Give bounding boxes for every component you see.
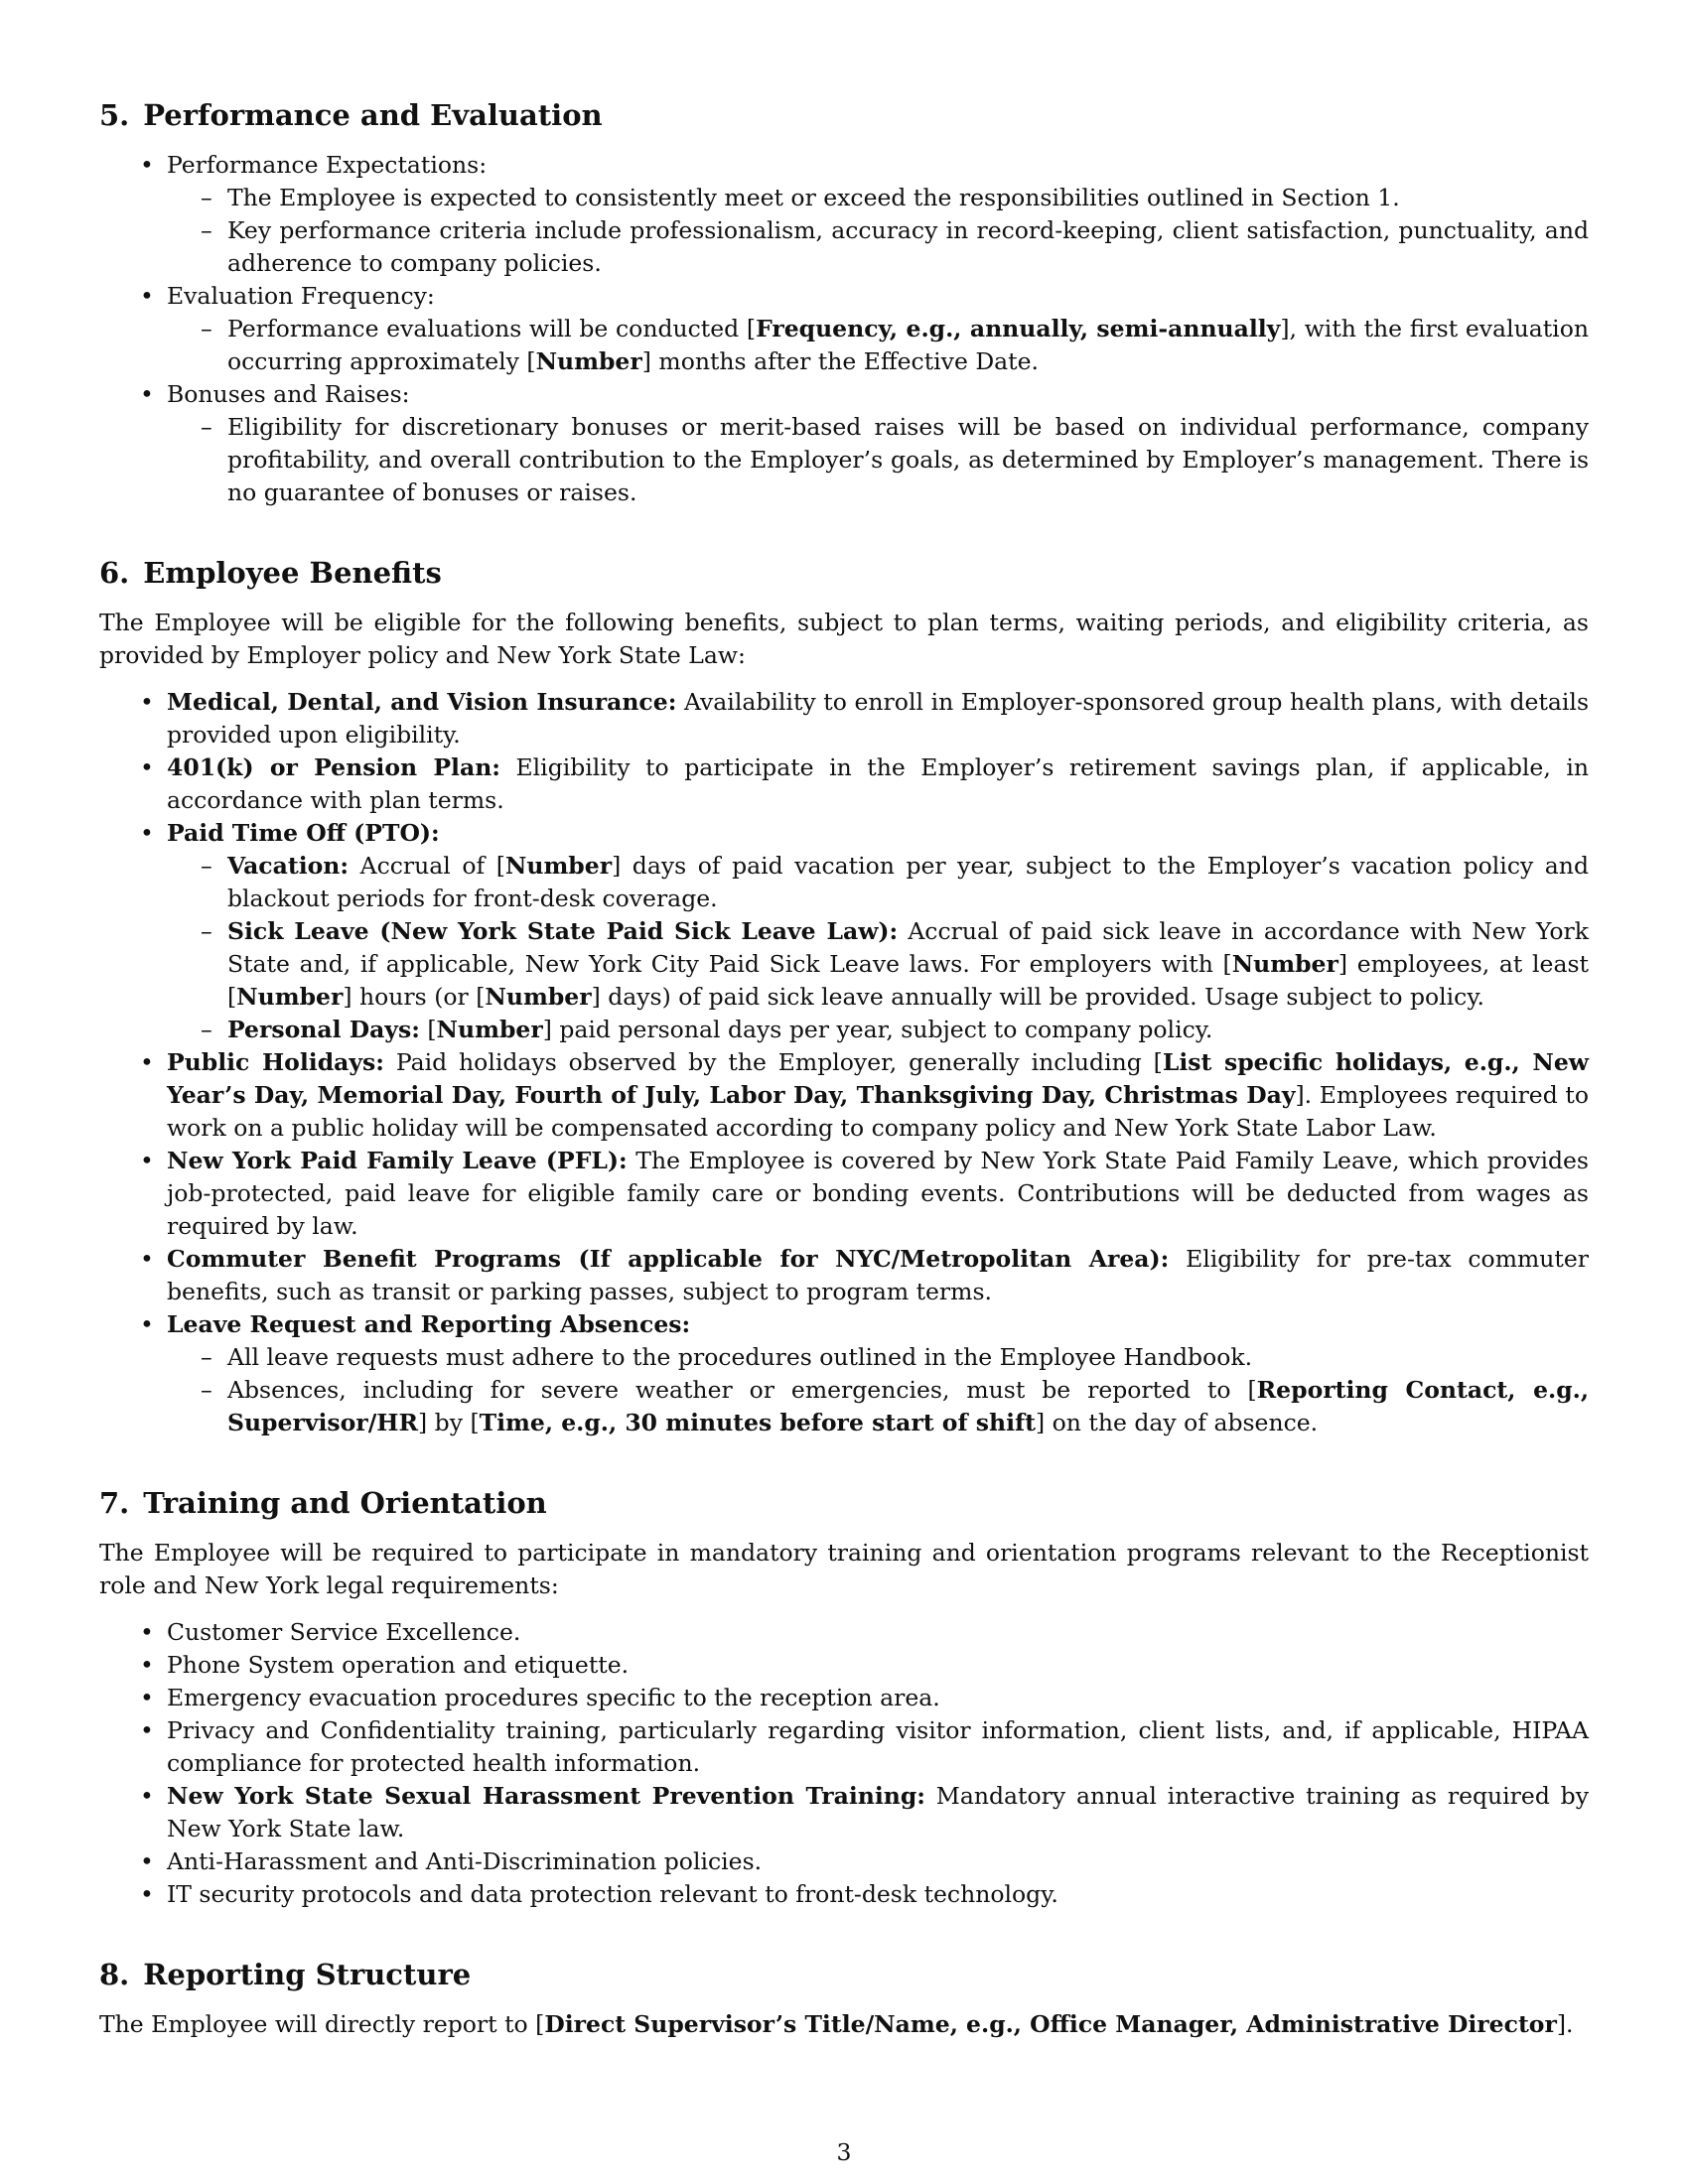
sub-item-sick-leave: – Sick Leave (New York State Paid Sick Leave Law): Accrual of paid sick leave in accordance with New York State and, if applicable, New York City Paid Sick Leave laws. For employers with [Number] employees, at least [Number] hours (or [Number] days) of paid sick leave annually will be provided. Usage subject to policy. — [167, 915, 1589, 1014]
section-title: Training and Orientation — [143, 1486, 547, 1520]
document-page — [99, 95, 1589, 2085]
list-item-leave-request: • Leave Request and Reporting Absences: – All leave requests must adhere to the procedures outlined in the Employee Handbook. – Absences, including for severe weather or emergencies, must be reported to [Reporting Contact, e.g., Supervisor/HR] by [Time, e.g., 30 minutes before start of shift] on the day of absence. — [99, 1308, 1589, 1439]
section-intro: The Employee will be required to participate in mandatory training and orientation programs relevant to the Receptionist role and New York legal requirements: — [99, 1539, 1589, 1599]
page-number: 3 — [836, 2138, 852, 2166]
list-item: • Emergency evacuation procedures specific to the reception area. — [99, 1682, 1589, 1714]
bullet-list — [99, 149, 1589, 509]
sub-list — [167, 850, 1589, 1046]
list-item — [99, 149, 1589, 280]
list-item-medical: • Medical, Dental, and Vision Insurance: Availability to enroll in Employer-sponsored group health plans, with details provided upon eligibility. — [99, 686, 1589, 751]
list-item: • Anti-Harassment and Anti-Discrimination policies. — [99, 1845, 1589, 1878]
section-training-orientation — [99, 1483, 1589, 1911]
list-item: • IT security protocols and data protection relevant to front-desk technology. — [99, 1878, 1589, 1911]
section-number: 5. — [99, 98, 130, 132]
sub-list — [167, 313, 1589, 378]
item-label: Evaluation Frequency: — [167, 282, 435, 310]
section-number: 7. — [99, 1486, 130, 1520]
list-item: • New York State Sexual Harassment Prevention Training: Mandatory annual interactive training as required by New York State law. — [99, 1780, 1589, 1845]
sub-item: – All leave requests must adhere to the procedures outlined in the Employee Handbook. — [167, 1341, 1589, 1374]
list-item-holidays: • Public Holidays: Paid holidays observed by the Employer, generally including [List specific holidays, e.g., New Year’s Day, Memorial Day, Fourth of July, Labor Day, Thanksgiving Day, Christmas Day]. Employees required to work on a public holiday will be compensated according to company policy and New York State Labor Law. — [99, 1046, 1589, 1145]
list-item-commuter: • Commuter Benefit Programs (If applicable for NYC/Metropolitan Area): Eligibility for pre-tax commuter benefits, such as transit or parking passes, subject to program terms. — [99, 1243, 1589, 1308]
sub-list — [167, 411, 1589, 509]
section-number: 8. — [99, 1958, 130, 1991]
list-item — [99, 378, 1589, 509]
section-title: Employee Benefits — [143, 556, 442, 590]
list-item-pto: • Paid Time Off (PTO): – Vacation: Accrual of [Number] days of paid vacation per year, subject to the Employer’s vacation policy and blackout periods for front-desk coverage. – Sick Leave (New York State Paid Sick Leave Law): Accrual of paid sick leave in accordance with New York State and, if applicable, New York City Paid Sick Leave laws. For employers with [Number] employees, at least [Number] hours (or [Number] days) of paid sick leave annually will be provided. Usage subject to policy. – Personal Days: [Number] paid personal days per year, subject to company policy. — [99, 817, 1589, 1046]
list-item — [99, 280, 1589, 378]
section-reporting-structure — [99, 1955, 1589, 2041]
section-title: Performance and Evaluation — [143, 98, 603, 132]
sub-item-vacation: – Vacation: Accrual of [Number] days of paid vacation per year, subject to the Employer’s vacation policy and blackout periods for front-desk coverage. — [167, 850, 1589, 915]
section-heading — [99, 95, 1589, 135]
list-item-pfl: • New York Paid Family Leave (PFL): The Employee is covered by New York State Paid Family Leave, which provides job-protected, paid leave for eligible family care or bonding events. Contributions will be deducted from wages as required by law. — [99, 1145, 1589, 1243]
bullet-list — [99, 686, 1589, 1439]
section-heading — [99, 553, 1589, 593]
sub-list — [167, 1341, 1589, 1439]
list-item: • Privacy and Confidentiality training, particularly regarding visitor information, client lists, and, if applicable, HIPAA compliance for protected health information. — [99, 1714, 1589, 1780]
sub-item: – Absences, including for severe weather or emergencies, must be reported to [Reporting Contact, e.g., Supervisor/HR] by [Time, e.g., 30 minutes before start of shift] on the day of absence. — [167, 1374, 1589, 1439]
list-item-401k: • 401(k) or Pension Plan: Eligibility to participate in the Employer’s retirement savings plan, if applicable, in accordance with plan terms. — [99, 751, 1589, 817]
section-heading — [99, 1483, 1589, 1523]
list-item: • Customer Service Excellence. — [99, 1616, 1589, 1649]
sub-item: – Performance evaluations will be conducted [Frequency, e.g., annually, semi-annually], with the first evaluation occurring approximately [Number] months after the Effective Date. — [167, 313, 1589, 378]
sub-item: – The Employee is expected to consistently meet or exceed the responsibilities outlined in Section 1. — [167, 182, 1589, 214]
list-item: • Phone System operation and etiquette. — [99, 1649, 1589, 1682]
section-intro: The Employee will be eligible for the following benefits, subject to plan terms, waiting periods, and eligibility criteria, as provided by Employer policy and New York State Law: — [99, 609, 1589, 669]
sub-item: – Key performance criteria include professionalism, accuracy in record-keeping, client satisfaction, punctuality, and adherence to company policies. — [167, 214, 1589, 280]
item-label: Performance Expectations: — [167, 151, 488, 179]
sub-item-personal-days: – Personal Days: [Number] paid personal days per year, subject to company policy. — [167, 1014, 1589, 1046]
section-performance-evaluation — [99, 95, 1589, 509]
sub-list — [167, 182, 1589, 280]
sub-item: – Eligibility for discretionary bonuses or merit-based raises will be based on individual performance, company profitability, and overall contribution to the Employer’s goals, as determined by Employer’s management. There is no guarantee of bonuses or raises. — [167, 411, 1589, 509]
section-heading — [99, 1955, 1589, 1994]
section-employee-benefits — [99, 553, 1589, 1439]
section-number: 6. — [99, 556, 130, 590]
section-body: The Employee will directly report to [Direct Supervisor’s Title/Name, e.g., Office Manager, Administrative Director]. — [99, 2010, 1574, 2038]
section-title: Reporting Structure — [143, 1958, 472, 1991]
item-label: Bonuses and Raises: — [167, 380, 410, 408]
bullet-list — [99, 1616, 1589, 1911]
